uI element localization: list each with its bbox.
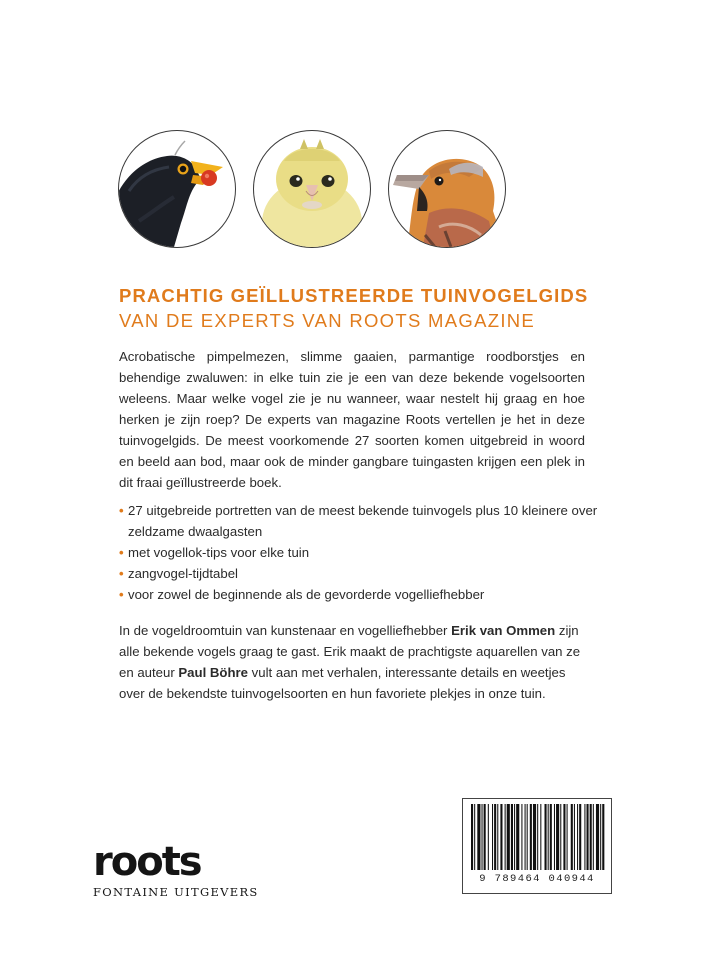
- publisher-logo: [93, 839, 259, 899]
- author-name: Paul Böhre: [178, 665, 249, 680]
- feature-list: [119, 500, 599, 605]
- intro-paragraph: Acrobatische pimpelmezen, slimme gaaien, parmantige roodborstjes en behendige zwaluwen: in elke tuin zie je een van deze bekende vogelsoorten weleens. Maar welke vogel zie je nu wanneer, waar nestelt hij graag en hoe herken je zijn roep? De experts van magazine Roots vertellen je het in deze tuinvogelgids. De meest voorkomende 27 soorten komen uitgebreid in woord en beeld aan bod, maar ook de minder gangbare tuingasten krijgen een plek in dit fraai geïllustreerde boek.: [119, 349, 585, 490]
- list-item: • voor zowel de beginnende als de gevorderde vogelliefhebber: [119, 584, 599, 605]
- imprint-name: FONTAINE UITGEVERS: [93, 885, 259, 899]
- bullet-icon: •: [119, 566, 124, 581]
- bullet-icon: •: [119, 503, 124, 518]
- blackbird-icon: [119, 131, 235, 247]
- barcode: [462, 798, 612, 894]
- yellow-bird-icon: [254, 131, 370, 247]
- credits-paragraph: In de vogeldroomtuin van kunstenaar en vogelliefhebber Erik van Ommen zijn alle bekende vogels graag te gast. Erik maakt de prachtigste aquarellen van ze en auteur Paul Böhre vult aan met verhalen, interessante details en weetjes over de bekendste tuinvogelsoorten en hun favoriete plekjes in onze tuin.: [119, 623, 581, 701]
- barcode-icon: [469, 804, 605, 872]
- bullet-icon: •: [119, 545, 124, 560]
- bullet-icon: •: [119, 587, 124, 602]
- yellow-finch-illustration: [253, 130, 371, 248]
- hawfinch-illustration: [388, 130, 506, 248]
- bird-illustrations: [118, 130, 610, 250]
- list-item: • met vogellok-tips voor elke tuin: [119, 542, 599, 563]
- roots-logo: roots: [93, 839, 201, 885]
- list-item: • 27 uitgebreide portretten van de meest bekende tuinvogels plus 10 kleinere over zeldzame dwaalgasten: [119, 500, 599, 542]
- hawfinch-icon: [389, 131, 505, 247]
- headline: PRACHTIG GEÏLLUSTREERDE TUINVOGELGIDS: [119, 285, 589, 306]
- isbn-number: 9 789464 040944: [479, 873, 595, 885]
- list-item: • zangvogel-tijdtabel: [119, 563, 599, 584]
- blackbird-illustration: [118, 130, 236, 248]
- subheadline: VAN DE EXPERTS VAN ROOTS MAGAZINE: [119, 310, 536, 331]
- illustrator-name: Erik van Ommen: [451, 623, 556, 638]
